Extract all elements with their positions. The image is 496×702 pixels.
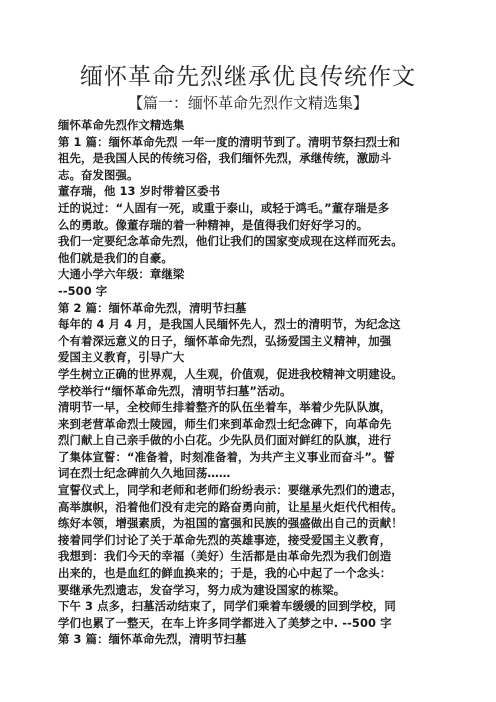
body-line: 了集体宣誓：“准备着，时刻准备着，为共产主义事业而奋斗”。誓 <box>58 449 395 464</box>
document-title: 缅怀革命先烈继承优良传统作文 <box>80 64 416 90</box>
body-line: 第 3 篇：缅怀革命先烈，清明节扫墓 <box>58 632 247 647</box>
body-line: 缅怀革命先烈作文精选集 <box>58 118 185 132</box>
body-line: 个有着深远意义的日子，缅怀革命先烈，弘扬爱国主义精神，加强 <box>58 333 392 348</box>
body-line: 接着同学们讨论了关于革命先烈的英雄事迹，接受爱国主义教育， <box>58 532 392 547</box>
body-line: 祖先，是我国人民的传统习俗，我们缅怀先烈，承继传统，激励斗 <box>58 151 392 166</box>
body-line: 爱国主义教育，引导广大 <box>58 350 185 365</box>
body-line: 下午 3 点多，扫墓活动结束了，同学们乘着车缓缓的回到学校，同 <box>58 599 396 614</box>
body-line: 来到老营革命烈士陵园，师生们来到革命烈士纪念碑下，向革命先 <box>58 416 392 431</box>
document-subtitle: 【篇一：缅怀革命先烈作文精选集】 <box>127 94 368 112</box>
body-line: 学生树立正确的世界观，人生观，价值观，促进我校精神文明建设。 <box>58 366 403 381</box>
body-line: 迁的说过：“人固有一死，或重于泰山，或轻于鸿毛。”董存瑞是多 <box>58 200 390 215</box>
body-line: 他们就是我们的自豪。 <box>58 250 173 265</box>
body-line: 高举旗帜，沿着他们没有走完的路奋勇向前，让星星火炬代代相传。 <box>58 499 403 514</box>
body-line: 要继承先烈遗志，发奋学习，努力成为建设国家的栋梁。 <box>58 582 346 597</box>
body-line: 志。奋发图强。 <box>58 167 139 182</box>
body-line: --500 字 <box>58 283 108 298</box>
body-line: 宣誓仪式上，同学和老师和老师们纷纷表示：要继承先烈们的遗志， <box>58 483 403 498</box>
body-line: 大通小学六年级：章继梁 <box>58 267 185 282</box>
body-line: 学校举行“缅怀革命先烈，清明节扫墓”活动。 <box>58 383 292 398</box>
body-line: 我想到：我们今天的幸福（美好）生活都是由革命先烈为我们创造 <box>58 549 392 564</box>
body-line: 练好本领，增强素质，为祖国的富强和民族的强盛做出自己的贡献！ <box>58 516 403 531</box>
body-line: 我们一定要纪念革命先烈，他们让我们的国家变成现在这样而死去。 <box>58 234 403 249</box>
body-line: 学们也累了一整天，在车上许多同学都进入了美梦之中. --500 字 <box>58 615 392 630</box>
body-line: 第 2 篇：缅怀革命先烈，清明节扫墓 <box>58 300 247 315</box>
body-line: 清明节一早，全校师生排着整齐的队伍坐着车，举着少先队队旗， <box>58 400 392 415</box>
body-line: 词在烈士纪念碑前久久地回荡…… <box>58 466 231 481</box>
body-line: 烈门献上自己亲手做的小白花。少先队员们面对鲜红的队旗，进行 <box>58 433 392 448</box>
body-line: 第 1 篇：缅怀革命先烈 一年一度的清明节到了。清明节祭扫烈士和 <box>58 134 400 149</box>
body-line: 每年的 4 月 4 月，是我国人民缅怀先人，烈士的清明节，为纪念这 <box>58 317 401 332</box>
body-line: 董存瑞，他 13 岁时带着区委书 <box>58 184 221 199</box>
document-body <box>58 117 478 648</box>
body-line: 么的勇敢。像董存瑞的着一种精神，是值得我们好好学习的。 <box>58 217 369 232</box>
body-line: 出来的，也是血红的鲜血换来的；于是，我的心中起了一个念头： <box>58 566 392 581</box>
